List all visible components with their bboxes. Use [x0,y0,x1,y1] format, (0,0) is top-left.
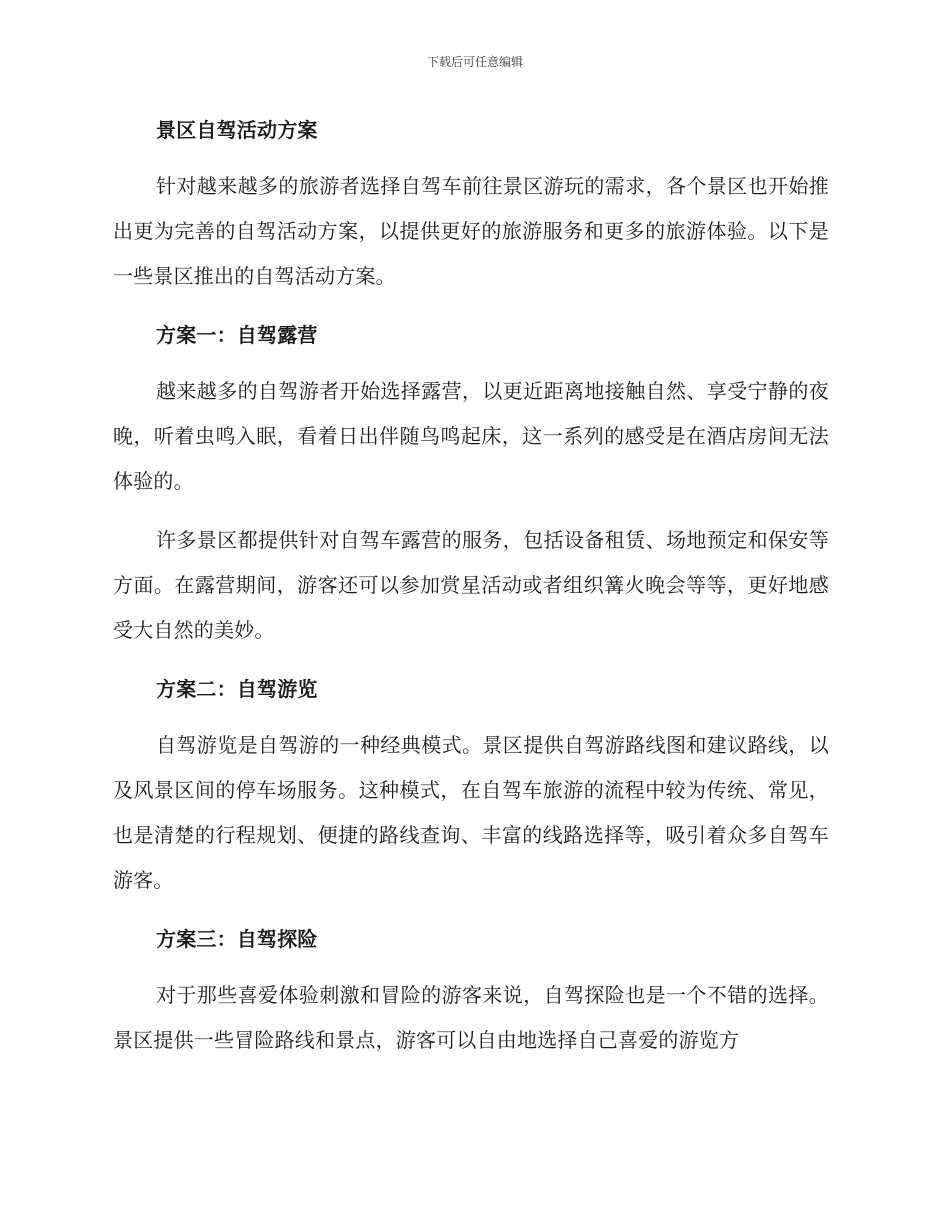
plan1-heading: 方案一：自驾露营 [156,323,318,347]
spacer [113,903,829,917]
plan3-heading: 方案三：自驾探险 [156,927,318,951]
spacer [113,152,829,164]
plan3-paragraph-1: 对于那些喜爱体验刺激和冒险的游客来说，自驾探险也是一个不错的选择。景区提供一些冒险路线和景点，游客可以自由地选择自己喜爱的游览方 [113,983,829,1052]
spacer [113,653,829,667]
document-body [113,108,829,1063]
spacer [113,299,829,313]
spacer [113,357,829,369]
plan2-paragraph-1: 自驾游览是自驾游的一种经典模式。景区提供自驾游路线图和建议路线，以及风景区间的停车场服务。这种模式，在自驾车旅游的流程中较为传统、常见，也是清楚的行程规划、便捷的路线查询、丰富的线路选择等，吸引着众多自驾车游客。 [113,733,829,892]
spacer [113,961,829,973]
intro-paragraph: 针对越来越多的旅游者选择自驾车前往景区游玩的需求，各个景区也开始推出更为完善的自驾活动方案，以提供更好的旅游服务和更多的旅游体验。以下是一些景区推出的自驾活动方案。 [113,174,829,288]
document-title: 景区自驾活动方案 [156,118,318,142]
plan1-paragraph-2: 许多景区都提供针对自驾车露营的服务，包括设备租赁、场地预定和保安等方面。在露营期间，游客还可以参加赏星活动或者组织篝火晚会等等，更好地感受大自然的美妙。 [113,528,829,642]
plan2-heading: 方案二：自驾游览 [156,677,318,701]
spacer [113,711,829,723]
plan1-paragraph-1: 越来越多的自驾游者开始选择露营，以更近距离地接触自然、享受宁静的夜晚，听着虫鸣入眠，看着日出伴随鸟鸣起床，这一系列的感受是在酒店房间无法体验的。 [113,379,829,493]
header-note: 下载后可任意编辑 [426,55,523,69]
spacer [113,504,829,518]
